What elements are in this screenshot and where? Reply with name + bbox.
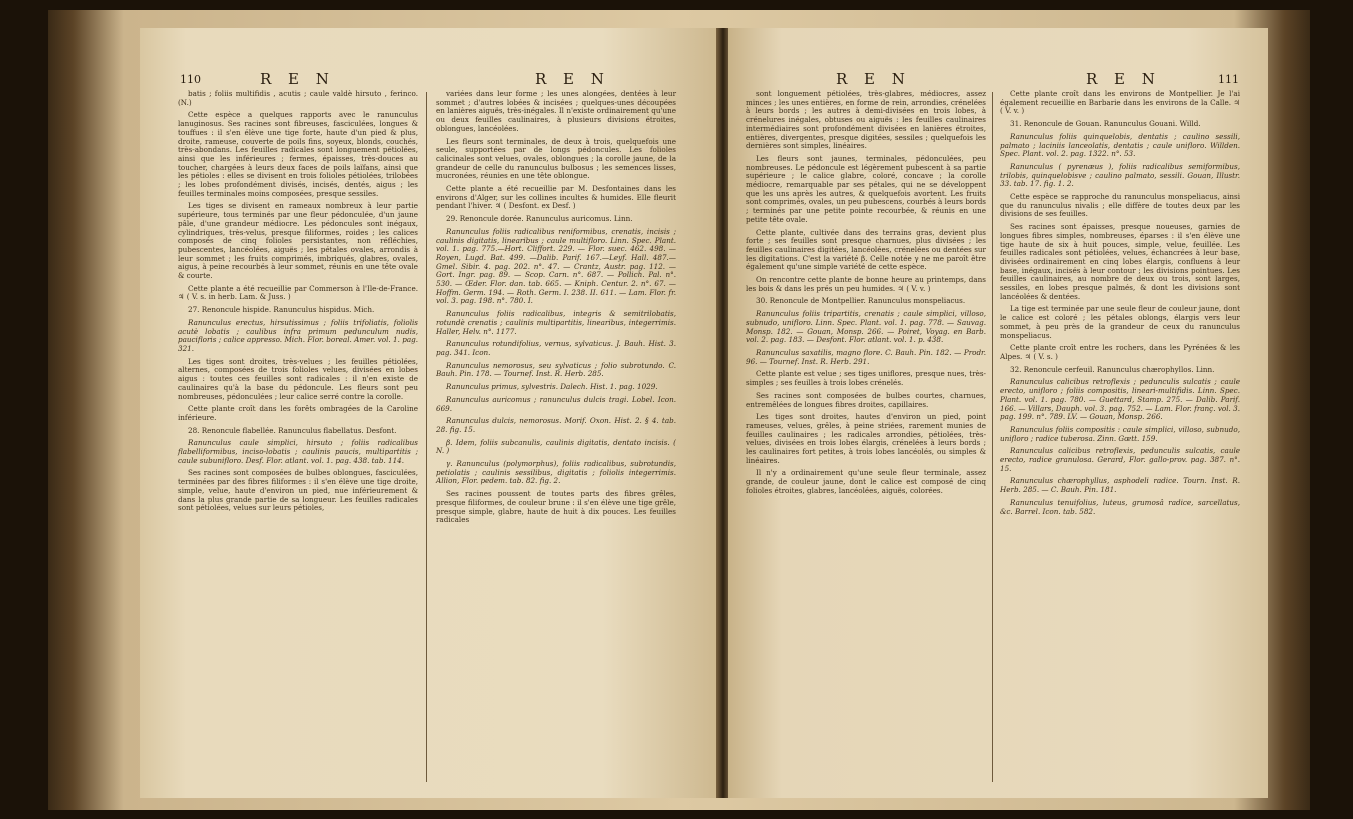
paragraph: Cette espèce a quelques rapports avec le ranunculus lanuginosus. Ses racines sont fibreuses, fasciculées, longues & touffues : il s'en élève une tige forte, haute d'un pied & plus, droite, rameuse, couverte de poils fins, soyeux, blonds, couchés, très-abondans. Les feuilles radicales sont longuement pétiolées, ainsi que les inférieures ; fermes, épaisses, très-douces au toucher, chargées à leurs deux faces de poils laïfans, ainsi que les pétioles : elles se divisent en trois folioles pétiolées, trilobées ; les lobes profondément divisés, incisés, dentés, aigus ; les feuilles terminales moins composées, presque sessiles. xyxy=(178,110,418,198)
paragraph: Ranunculus dulcis, nemorosus. Morif. Oxon. Hist. 2. § 4. tab. 28. fig. 15. xyxy=(436,416,676,434)
paragraph: β. Idem, foliis subcanulis, caulinis digitatis, dentato incisis. ( N. ) xyxy=(436,437,676,456)
page-number-left: 110 xyxy=(180,73,201,86)
paragraph: On rencontre cette plante de bonne heure au printemps, dans les bois & dans les prés un peu humides. ♃ ( V. v. ) xyxy=(746,275,986,293)
left-page xyxy=(140,28,718,798)
paragraph: Cette plante est velue ; ses tiges uniflores, presque nues, très-simples ; ses feuilles à trois lobes crénelés. xyxy=(746,369,986,388)
paragraph: Ranunculus foliis tripartitis, crenatis ; caule simplici, villoso, subnudo, unifloro. Linn. Spec. Plant. vol. 1. pag. 778. — Sauvag. Monsp. 182. — Gouan, Monsp. 266. — Poiret, Voyag. en Barb. vol. 2. pag. 183. — Desfont. Flor. atlant. vol. 1. p. 438. xyxy=(746,309,986,345)
right-column-1 xyxy=(746,90,986,500)
paragraph: Cette plante croît dans les environs de Montpellier. Je l'ai également recueillie en Barbarie dans les environs de la Calle. ♃ ( V. v. ) xyxy=(1000,89,1240,116)
right-column-2 xyxy=(1000,90,1240,520)
paragraph: Ranunculus auricomus ; ranunculus dulcis tragi. Lobel. Icon. 669. xyxy=(436,394,676,413)
paragraph: Cette plante a été recueillie par M. Desfontaines dans les environs d'Alger, sur les collines incultes & humides. Elle fleurit pendant l'hiver. ♃ ( Desfont. ex Desf. ) xyxy=(436,184,676,211)
left-column-1 xyxy=(178,90,418,517)
paragraph: Ranunculus calicibus retroflexis, pedunculis sulcatis, caule erecto, radice granulosa. Gerard, Flor. gallo-prov. pag. 387. n°. 15. xyxy=(1000,446,1240,473)
paragraph: Ranunculus erectus, hirsutissimus ; foliis trifoliatis, foliolis acutè lobatis ; caulibus infra primum pedunculum nudis, paucifloris ; calice appresso. Mich. Flor. boreal. Amer. vol. 1. pag. 321. xyxy=(178,317,418,353)
paragraph: Ranunculus chærophyllus, asphodeli radice. Tourn. Inst. R. Herb. 285. — C. Bauh. Pin. 181. xyxy=(1000,476,1240,495)
paragraph: 27. Renoncule hispide. Ranunculus hispidus. Mich. xyxy=(188,305,375,315)
paragraph: La tige est terminée par une seule fleur de couleur jaune, dont le calice est coloré ; les pétales oblongs, élargis vers leur sommet, à peu près de la grandeur de ceux du ranunculus monspeliacus. xyxy=(1000,304,1240,340)
paragraph: γ. Ranunculus (polymorphus), foliis radicalibus, subrotundis, petiolatis ; caulinis sessilibus, digitatis ; foliolis integerrimis. Allion, Flor. pedem. tab. 82. fig. 2. xyxy=(436,459,676,486)
paragraph: Ranunculus rotundifolius, vernus, sylvaticus. J. Bauh. Hist. 3. pag. 341. Icon. xyxy=(436,339,676,357)
paragraph: variées dans leur forme ; les unes alongées, dentées à leur sommet ; d'autres lobées & incisées ; quelques-unes découpées en lanières aiguës, très-inégales. Il n'existe ordinairement qu'une ou deux feuilles caulinaires, à plusieurs divisions étroites, oblongues, lancéolées. xyxy=(436,89,676,133)
running-head-left-1: R E N xyxy=(260,70,335,88)
paragraph: Ranunculus primus, sylvestris. Dalech. Hist. 1. pag. 1029. xyxy=(446,382,658,392)
open-book xyxy=(48,10,1310,810)
paragraph: Cette plante croît entre les rochers, dans les Pyrénées & les Alpes. ♃ ( V. s. ) xyxy=(1000,343,1240,361)
paragraph: Ranunculus saxatilis, magno flore. C. Bauh. Pin. 182. — Prodr. 96. — Tournef. Inst. R. Herb. 291. xyxy=(746,347,986,366)
running-head-left-2: R E N xyxy=(535,70,610,88)
running-head-right-2: R E N xyxy=(1086,70,1161,88)
paragraph: Ranunculus foliis radicalibus reniformibus, crenatis, incisis ; caulinis digitatis, linearibus ; caule multifloro. Linn. Spec. Plant. vol. 1. pag. 775.—Hort. Cliffort. 229. — Flor. suec. 462. 498. — Royen, Lugd. Bat. 499. —Dalib. Parif. 167.—Leyf. Hall. 487.—Gmel. Sibir. 4. pag. 202. n°. 47. — Crantz, Austr. pag. 112. — Gort. Ingr. pag. 89. — Scop. Carn. n°. 687. — Pollich. Pal. n°. 530. — Œder. Flor. dan. tab. 665. — Kniph. Centur. 2. n°. 67. — Hoffm. Germ. 194. — Roth. Germ. I. 238. II. 611. — Lam. Flor. fr. vol. 3. pag. 198. n°. 780. I. xyxy=(436,226,676,306)
paragraph: Les fleurs sont jaunes, terminales, pédonculées, peu nombreuses. Le pédoncule est légèrement pubescent à sa partie supérieure ; le calice glabre, coloré, concave ; la corolle médiocre, remarquable par ses pétales, qui ne se développent que les uns après les autres, & quelquefois avortent. Les fruits sont comprimés, ovales, un peu pubescens, courbés à leurs bords ; terminés par une petite pointe recourbée, & réunis en une petite tête ovale. xyxy=(746,153,986,224)
paragraph: Ranunculus tenuifolius, luteus, grumosâ radice, sarcellatus, &c. Barrel. Icon. tab. 582. xyxy=(1000,497,1240,516)
right-page xyxy=(728,28,1268,798)
paragraph: Il n'y a ordinairement qu'une seule fleur terminale, assez grande, de couleur jaune, dont le calice est composé de cinq folioles étroites, glabres, lancéolées, aiguës, colorées. xyxy=(746,468,986,495)
left-column-2 xyxy=(436,90,676,529)
paragraph: Ses racines sont épaisses, presque noueuses, garnies de longues fibres simples, nombreuses, éparses : il s'en élève une tige haute de six à huit pouces, simple, velue, feuillée. Les feuilles radicales sont pétiolées, velues, échancrées à leur base, divisées ordinairement en cinq lobes élargis, confluens à leur base, inégaux, incisés à leur contour ; les divisions pointues. Les feuilles caulinaires, au nombre de deux ou trois, sont larges, sessiles, en lobes presque palmés, & dont les divisions sont lancéolées & dentées. xyxy=(1000,222,1240,301)
paragraph: Ranunculus ( pyrenæus ), foliis radicalibus semiformibus, trilobis, quinquelobisve ; caulino palmato, sessili. Gouan, Illustr. 33. tab. 17. fig. 1. 2. xyxy=(1000,161,1240,189)
paragraph: Les tiges sont droites, hautes d'environ un pied, point rameuses, velues, grêles, à peine striées, rarement munies de feuilles caulinaires ; les radicales arrondies, pétiolées, très-velues, divisées en trois lobes élargis, crénelées à leurs bords ; les caulinaires fort petites, à trois lobes lancéolés, ou simples & linéaires. xyxy=(746,412,986,465)
paragraph: Ranunculus caule simplici, hirsuto ; foliis radicalibus flabelliformibus, inciso-lobatis ; caulinis paucis, multipartitis ; caule subunifloro. Desf. Flor. atlant. vol. 1. pag. 438. tab. 114. xyxy=(178,438,418,465)
paragraph: Cette espèce se rapproche du ranunculus monspeliacus, ainsi que du ranunculus nivalis ; elle diffère de toutes deux par les divisions de ses feuilles. xyxy=(1000,192,1240,219)
paragraph: batis ; foliis multifidis , acutis ; caule valdè hirsuto , ferinco. (N.) xyxy=(178,89,418,107)
paragraph: sont longuement pétiolées, très-glabres, médiocres, assez minces ; les unes entières, en forme de rein, arrondies, crénelées à leurs bords ; les autres à demi-divisées en trois lobes, à crénelures inégales, obtuses ou aiguës : les feuilles caulinaires intermédiaires sont profondément divisées en lanières étroites, entières, divergentes, presque digitées, sessiles ; quelquefois les dernières sont simples, linéaires. xyxy=(746,89,986,151)
running-head-right-1: R E N xyxy=(836,70,911,88)
paragraph: Cette plante, cultivée dans des terrains gras, devient plus forte ; ses feuilles sont presque charnues, plus divisées ; les feuilles caulinaires digitées, lancéolées, crénelées ou dentées sur les digitations. C'est la variété β. Celle notée γ ne me paroît être également qu'une simple variété de cette espèce. xyxy=(746,227,986,272)
page-number-right: 111 xyxy=(1218,73,1239,86)
paragraph: Ses racines sont composées de bulbes courtes, charnues, entremêlées de longues fibres droites, capillaires. xyxy=(746,390,986,409)
paragraph: 28. Renoncule flabellée. Ranunculus flabellatus. Desfont. xyxy=(188,425,397,435)
paragraph: 29. Renoncule dorée. Ranunculus auricomus. Linn. xyxy=(446,214,633,224)
paragraph: Les tiges se divisent en rameaux nombreux à leur partie supérieure, tous terminés par une fleur pédonculée, d'un jaune pâle, d'une grandeur médiocre. Les pédoncules sont inégaux, cylindriques, très-velus, presque filiformes, roides ; les calices composés de cinq folioles persistantes, non réfléchies, pubescentes, lancéolées, aiguës ; les pétales ovales, arrondis à leur sommet ; les fruits comprimés, imbriqués, glabres, ovales, aigus, à peine recourbés à leur sommet, réunis en une tête ovale & courte. xyxy=(178,201,418,281)
paragraph: Ranunculus calicibus retroflexis ; pedunculis sulcatis ; caule erecto, unifloro ; foliis compositis, lineari-multifidis. Linn. Spec. Plant. vol. 1. pag. 780. — Guettard, Stamp. 275. — Dalib. Parif. 166. — Villars, Dauph. vol. 3. pag. 752. — Lam. Flor. franç. vol. 3. pag. 199. n°. 789. LV. — Gouan, Monsp. 266. xyxy=(1000,377,1240,422)
paragraph: Ses racines poussent de toutes parts des fibres grêles, presque filiformes, de couleur brune : il s'en élève une tige grêle, presque simple, glabre, haute de huit à dix pouces. Les feuilles radicales xyxy=(436,489,676,525)
paragraph: Ses racines sont composées de bulbes oblongues, fasciculées, terminées par des fibres filiformes : il s'en élève une tige droite, simple, velue, haute d'environ un pied, nue inférieurement & dans la plus grande partie de sa longueur. Les feuilles radicales sont pétiolées, velues sur leurs pétioles, xyxy=(178,468,418,513)
column-rule-left xyxy=(426,92,427,782)
paragraph: 32. Renoncule cerfeuil. Ranunculus chærophyllos. Linn. xyxy=(1010,364,1215,374)
paragraph: 31. Renoncule de Gouan. Ranunculus Gouani. Willd. xyxy=(1010,119,1201,129)
paragraph: Les tiges sont droites, très-velues ; les feuilles pétiolées, alternes, composées de trois folioles velues, divisées en lobes aigus : toutes ces feuilles sont radicales : il n'en existe de caulinaires qu'à la base du pédoncule. Les fleurs sont peu nombreuses, pédonculées ; leur calice serré contre la corolle. xyxy=(178,356,418,401)
paragraph: Cette plante a été recueillie par Commerson à l'Ile-de-France. ♃ ( V. s. in herb. Lam. & Juss. ) xyxy=(178,283,418,302)
paragraph: Ranunculus foliis quinquelobis, dentatis ; caulino sessili, palmato ; laciniis lanceolatis, dentatis ; caule unifloro. Willden. Spec. Plant. vol. 2. pag. 1322. n°. 53. xyxy=(1000,131,1240,159)
column-rule-right xyxy=(992,92,993,782)
paragraph: Ranunculus foliis compositis : caule simplici, villoso, subnudo, unifloro ; radice tuberosa. Zinn. Gœtt. 159. xyxy=(1000,424,1240,443)
paragraph: Ranunculus foliis radicalibus, integris & semitrilobatis, rotundè crenatis ; caulinis multipartitis, linearibus, integerrimis. Haller, Helv. n°. 1177. xyxy=(436,309,676,336)
paragraph: Les fleurs sont terminales, de deux à trois, quelquefois une seule, supportées par de longs pédoncules. Les folioles calicinales sont velues, ovales, oblongues ; la corolle jaune, de la grandeur de celle du ranunculus bulbosus ; les semences lisses, mucronées, réunies en une tête oblongue. xyxy=(436,136,676,181)
paragraph: 30. Renoncule de Montpellier. Ranunculus monspeliacus. xyxy=(756,296,966,306)
paragraph: Cette plante croît dans les forêts ombragées de la Caroline inférieure. xyxy=(178,404,418,422)
paragraph: Ranunculus nemorosus, seu sylvaticus ; folio subrotundo. C. Bauh. Pin. 178. — Tournef. Inst. R. Herb. 285. xyxy=(436,360,676,379)
